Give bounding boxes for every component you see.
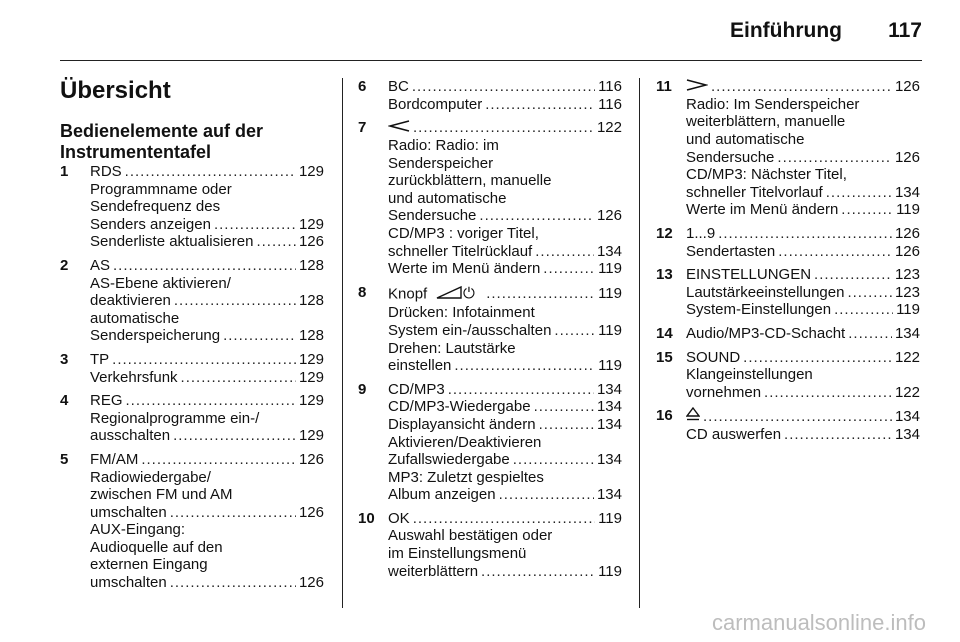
entry-text: CD/MP3: Nächster Titel, — [686, 166, 847, 184]
entry-text: umschalten — [90, 574, 167, 592]
entry-text: EINSTELLUNGEN — [686, 266, 812, 284]
entry-line — [388, 207, 622, 225]
entry-number: 15 — [656, 348, 673, 366]
dot-leader — [112, 351, 296, 369]
entry-line — [388, 469, 622, 487]
entry-text: Programmname oder — [90, 180, 232, 198]
entry-text: automatische — [90, 309, 180, 327]
dot-leader — [848, 325, 892, 343]
page-reference: 128 — [298, 292, 324, 310]
dot-leader — [554, 322, 595, 340]
dot-leader — [513, 451, 594, 469]
entry-list — [656, 78, 920, 444]
dot-leader — [448, 381, 594, 399]
entry-line — [90, 392, 324, 410]
entry-text: FM/AM — [90, 450, 139, 468]
dot-leader — [764, 384, 892, 402]
dot-leader — [173, 427, 296, 445]
page-reference: 119 — [896, 301, 920, 319]
entry-number: 16 — [656, 407, 673, 425]
entry-line — [90, 469, 324, 487]
seek-forward-icon — [686, 78, 708, 96]
entry-line — [686, 131, 920, 149]
entry-line — [686, 225, 920, 243]
entry-body — [90, 392, 324, 445]
entry-text: REG — [90, 392, 123, 410]
page-reference: 122 — [596, 119, 622, 137]
page-reference: 119 — [598, 357, 622, 375]
entry-line — [90, 351, 324, 369]
dot-leader — [777, 149, 892, 167]
entry-number: 1 — [60, 163, 69, 180]
page-reference: 126 — [298, 450, 324, 468]
entry-text: System ein-/ausschalten — [388, 321, 552, 339]
entry-text: TP — [90, 350, 110, 368]
dot-leader — [413, 119, 594, 137]
entry-line — [686, 166, 920, 184]
entry-text: CD/MP3-Wiedergabe — [388, 398, 531, 416]
entry-body — [388, 119, 622, 278]
entry-number: 13 — [656, 266, 673, 284]
entry-text: 1...9 — [686, 224, 716, 242]
entry-line — [90, 410, 324, 428]
entry-body — [686, 325, 920, 343]
dot-leader — [486, 285, 595, 303]
page-reference: 119 — [598, 285, 622, 303]
page-number: 117 — [888, 19, 922, 42]
dot-leader — [170, 504, 296, 522]
page-reference: 129 — [298, 368, 324, 386]
entry-text: weiterblättern — [388, 562, 479, 580]
page-reference: 134 — [894, 324, 920, 342]
entry-text: Regionalprogramme ein-/ — [90, 409, 260, 427]
entry-line — [388, 190, 622, 208]
dot-leader — [703, 408, 892, 426]
list-item — [656, 325, 920, 343]
entry-body — [90, 163, 324, 251]
entry-text: schneller Titelvorlauf — [686, 183, 823, 201]
subsection-title: Bedienelemente auf der Instrumententafel — [60, 121, 264, 162]
section-title: Übersicht — [60, 77, 171, 104]
entry-line — [388, 434, 622, 452]
entry-text: und automatische — [388, 189, 507, 207]
page-reference: 123 — [894, 266, 920, 284]
dot-leader — [543, 260, 595, 278]
page-reference: 119 — [598, 509, 622, 527]
dot-leader — [718, 225, 892, 243]
entry-line — [90, 369, 324, 387]
page-reference: 119 — [598, 562, 622, 580]
dot-leader — [539, 416, 594, 434]
page-reference: 126 — [894, 148, 920, 166]
entry-text: Bordcomputer — [388, 95, 483, 113]
page-reference: 129 — [298, 350, 324, 368]
dot-leader — [743, 349, 892, 367]
entry-line — [686, 284, 920, 302]
entry-line — [388, 510, 622, 528]
entry-text: im Einstellungsmenü — [388, 545, 527, 563]
dot-leader — [534, 398, 594, 416]
list-item — [656, 407, 920, 443]
entry-body — [90, 451, 324, 592]
column-divider — [639, 78, 640, 608]
entry-line — [388, 304, 622, 322]
entry-text: Werte im Menü ändern — [686, 201, 839, 219]
dot-leader — [170, 574, 296, 592]
chapter-title: Einführung — [730, 19, 842, 42]
entry-line — [388, 78, 622, 96]
list-item — [60, 351, 324, 386]
entry-text: OK — [388, 509, 410, 527]
entry-text: CD/MP3 : voriger Titel, — [388, 224, 539, 242]
entry-line — [388, 243, 622, 261]
entry-line — [388, 172, 622, 190]
page-reference: 128 — [298, 327, 324, 345]
dot-leader — [847, 284, 892, 302]
entry-text: System-Einstellungen — [686, 301, 832, 319]
entry-list — [358, 78, 622, 580]
entry-text: weiterblättern, manuelle — [686, 113, 846, 131]
dot-leader — [841, 201, 893, 219]
column-divider — [342, 78, 343, 608]
entry-text: Aktivieren/Deaktivieren — [388, 433, 542, 451]
entry-line — [686, 78, 920, 96]
entry-number: 2 — [60, 256, 69, 274]
entry-line — [686, 149, 920, 167]
dot-leader — [174, 292, 296, 310]
entry-text: Senderspeicherung — [90, 327, 221, 345]
entry-text: Radiowiedergabe/ — [90, 468, 211, 486]
page-reference: 128 — [298, 256, 324, 274]
entry-text: vornehmen — [686, 383, 762, 401]
entry-text: Sendersuche — [388, 207, 477, 225]
entry-line — [90, 310, 324, 328]
dot-leader — [181, 369, 296, 387]
entry-text: Zufallswiedergabe — [388, 451, 510, 469]
dot-leader — [125, 163, 296, 181]
page-header — [0, 0, 960, 60]
entry-line — [686, 96, 920, 114]
dot-leader — [126, 392, 296, 410]
page-reference: 129 — [298, 215, 324, 233]
page-reference: 126 — [894, 78, 920, 95]
page-reference: 119 — [896, 201, 920, 219]
entry-number: 12 — [656, 224, 673, 242]
dot-leader — [481, 563, 595, 581]
entry-text: Drehen: Lautstärke — [388, 339, 516, 357]
page-reference: 126 — [298, 574, 324, 592]
entry-line — [388, 340, 622, 358]
page-reference: 116 — [598, 95, 622, 113]
entry-line — [686, 243, 920, 261]
dot-leader — [256, 233, 296, 251]
dot-leader — [778, 243, 892, 261]
entry-text: Senderspeicher — [388, 154, 494, 172]
entry-text: SOUND — [686, 348, 741, 366]
entry-line — [686, 384, 920, 402]
page-reference: 134 — [596, 398, 622, 416]
entry-text: MP3: Zuletzt gespieltes — [388, 468, 544, 486]
page-reference: 129 — [298, 427, 324, 445]
page-reference: 134 — [894, 183, 920, 201]
page-reference: 122 — [894, 383, 920, 401]
entry-line — [90, 327, 324, 345]
entry-line — [90, 181, 324, 199]
entry-line — [388, 260, 622, 278]
entry-text: AS-Ebene aktivieren/ — [90, 274, 231, 292]
entry-text: zurückblättern, manuelle — [388, 172, 552, 190]
entry-line — [686, 266, 920, 284]
entry-line — [686, 184, 920, 202]
entry-line — [388, 451, 622, 469]
entry-number: 7 — [358, 119, 367, 137]
entry-text: Audio/MP3-CD-Schacht — [686, 324, 846, 342]
entry-body — [686, 225, 920, 260]
entry-number: 6 — [358, 78, 367, 95]
entry-text: Displayansicht ändern — [388, 415, 536, 433]
entry-text: Drücken: Infotainment — [388, 304, 535, 322]
dot-leader — [499, 486, 594, 504]
dot-leader — [485, 96, 595, 114]
entry-line — [90, 521, 324, 539]
entry-number: 14 — [656, 324, 673, 342]
entry-line — [388, 119, 622, 137]
page-reference: 126 — [298, 233, 324, 251]
entry-text: Radio: Radio: im — [388, 137, 499, 155]
page-reference: 129 — [298, 392, 324, 410]
entry-number: 9 — [358, 380, 367, 398]
entry-line — [388, 416, 622, 434]
entry-line — [90, 216, 324, 234]
list-item — [358, 510, 622, 580]
list-item — [656, 225, 920, 260]
entry-text: Verkehrsfunk — [90, 368, 178, 386]
entry-line — [90, 163, 324, 181]
entry-text: BC — [388, 78, 409, 95]
entry-body — [686, 349, 920, 402]
entry-line — [686, 407, 920, 426]
page-reference: 134 — [894, 425, 920, 443]
entry-line — [388, 563, 622, 581]
entry-number: 8 — [358, 283, 367, 301]
entry-text: schneller Titelrücklauf — [388, 242, 533, 260]
entry-text: Sendefrequenz des — [90, 198, 221, 216]
list-item — [60, 451, 324, 592]
page-reference: 116 — [598, 78, 622, 95]
header-divider — [60, 60, 922, 61]
dot-leader — [479, 207, 594, 225]
dot-leader — [113, 257, 296, 275]
dot-leader — [826, 184, 892, 202]
entry-line — [388, 486, 622, 504]
entry-body — [90, 257, 324, 345]
page-reference: 134 — [596, 451, 622, 469]
dot-leader — [413, 510, 595, 528]
entry-line — [90, 556, 324, 574]
page-reference: 134 — [596, 486, 622, 504]
entry-line — [90, 233, 324, 251]
seek-back-icon — [388, 119, 410, 137]
list-item — [358, 284, 622, 375]
entry-line — [388, 357, 622, 375]
list-item — [358, 78, 622, 113]
dot-leader — [223, 327, 296, 345]
column-3 — [656, 78, 920, 450]
page-reference: 126 — [298, 503, 324, 521]
entry-number: 4 — [60, 392, 69, 410]
list-item — [358, 381, 622, 504]
dot-leader — [412, 78, 595, 96]
entry-line — [388, 381, 622, 399]
entry-list — [60, 163, 324, 592]
entry-line — [388, 96, 622, 114]
entry-line — [90, 257, 324, 275]
entry-text: Klangeinstellungen — [686, 366, 813, 384]
entry-text: externen Eingang — [90, 556, 208, 574]
entry-text: RDS — [90, 163, 122, 180]
page-reference: 126 — [894, 224, 920, 242]
entry-text: Auswahl bestätigen oder — [388, 527, 553, 545]
entry-line — [388, 155, 622, 173]
entry-line — [388, 284, 622, 305]
page-reference: 134 — [596, 380, 622, 398]
entry-line — [90, 275, 324, 293]
entry-number: 11 — [656, 78, 672, 95]
watermark: carmanualsonline.info — [711, 610, 926, 635]
dot-leader — [214, 216, 296, 234]
dot-leader — [711, 78, 892, 96]
entry-body — [388, 78, 622, 113]
entry-text: Werte im Menü ändern — [388, 260, 541, 278]
entry-body — [388, 381, 622, 504]
column-2 — [358, 78, 622, 586]
entry-line — [686, 113, 920, 131]
entry-text: Sendersuche — [686, 148, 775, 166]
page-reference: 134 — [596, 242, 622, 260]
entry-line — [90, 451, 324, 469]
volume-power-icon — [435, 284, 483, 305]
entry-line — [90, 198, 324, 216]
entry-body — [90, 351, 324, 386]
entry-line — [90, 427, 324, 445]
entry-body — [686, 78, 920, 219]
entry-body — [686, 266, 920, 319]
entry-text: Senders anzeigen — [90, 215, 211, 233]
entry-line — [686, 349, 920, 367]
list-item — [656, 78, 920, 219]
column-1 — [60, 78, 324, 598]
entry-line — [90, 539, 324, 557]
entry-line — [90, 504, 324, 522]
page-reference: 134 — [596, 415, 622, 433]
entry-body — [388, 284, 622, 375]
svg-text:⏻: ⏻ — [463, 284, 476, 300]
list-item — [358, 119, 622, 278]
page-reference: 119 — [598, 260, 622, 278]
entry-text: Audioquelle auf den — [90, 538, 223, 556]
entry-text: ausschalten — [90, 427, 171, 445]
entry-text: und automatische — [686, 131, 805, 149]
entry-text: einstellen — [388, 357, 452, 375]
page-reference: 126 — [894, 242, 920, 260]
dot-leader — [454, 357, 595, 375]
page-reference: 126 — [596, 207, 622, 225]
entry-line — [388, 527, 622, 545]
entry-text: CD/MP3 — [388, 380, 445, 398]
entry-line — [686, 366, 920, 384]
entry-line — [90, 292, 324, 310]
entry-line — [90, 486, 324, 504]
dot-leader — [535, 243, 594, 261]
entry-text: AS — [90, 256, 111, 274]
entry-number: 5 — [60, 450, 69, 468]
list-item — [60, 392, 324, 445]
page-reference: 134 — [894, 407, 920, 425]
entry-line — [388, 137, 622, 155]
dot-leader — [141, 451, 296, 469]
page-reference: 129 — [298, 163, 324, 180]
entry-number: 10 — [358, 509, 375, 527]
list-item — [60, 257, 324, 345]
entry-text: zwischen FM und AM — [90, 486, 233, 504]
entry-line — [686, 301, 920, 319]
entry-body — [388, 510, 622, 580]
entry-line — [686, 201, 920, 219]
eject-icon — [686, 407, 700, 426]
list-item — [656, 349, 920, 402]
entry-line — [388, 545, 622, 563]
entry-text: CD auswerfen — [686, 425, 782, 443]
entry-line — [388, 398, 622, 416]
entry-text: Album anzeigen — [388, 486, 496, 504]
entry-text: AUX-Eingang: — [90, 521, 186, 539]
list-item — [60, 163, 324, 251]
entry-line — [388, 322, 622, 340]
page-reference: 119 — [598, 321, 622, 339]
dot-leader — [784, 426, 892, 444]
entry-text: Sendertasten — [686, 242, 776, 260]
entry-text: Knopf — [388, 285, 428, 303]
entry-line — [686, 426, 920, 444]
entry-line — [686, 325, 920, 343]
dot-leader — [834, 301, 893, 319]
entry-text: Senderliste aktualisieren — [90, 233, 254, 251]
page-reference: 122 — [894, 348, 920, 366]
entry-body — [686, 407, 920, 443]
entry-text: Lautstärkeeinstellungen — [686, 283, 845, 301]
entry-text: Radio: Im Senderspeicher — [686, 95, 860, 113]
entry-text: deaktivieren — [90, 292, 171, 310]
list-item — [656, 266, 920, 319]
entry-number: 3 — [60, 350, 69, 368]
dot-leader — [814, 266, 892, 284]
page-reference: 123 — [894, 283, 920, 301]
entry-line — [90, 574, 324, 592]
entry-text: umschalten — [90, 503, 167, 521]
entry-line — [388, 225, 622, 243]
